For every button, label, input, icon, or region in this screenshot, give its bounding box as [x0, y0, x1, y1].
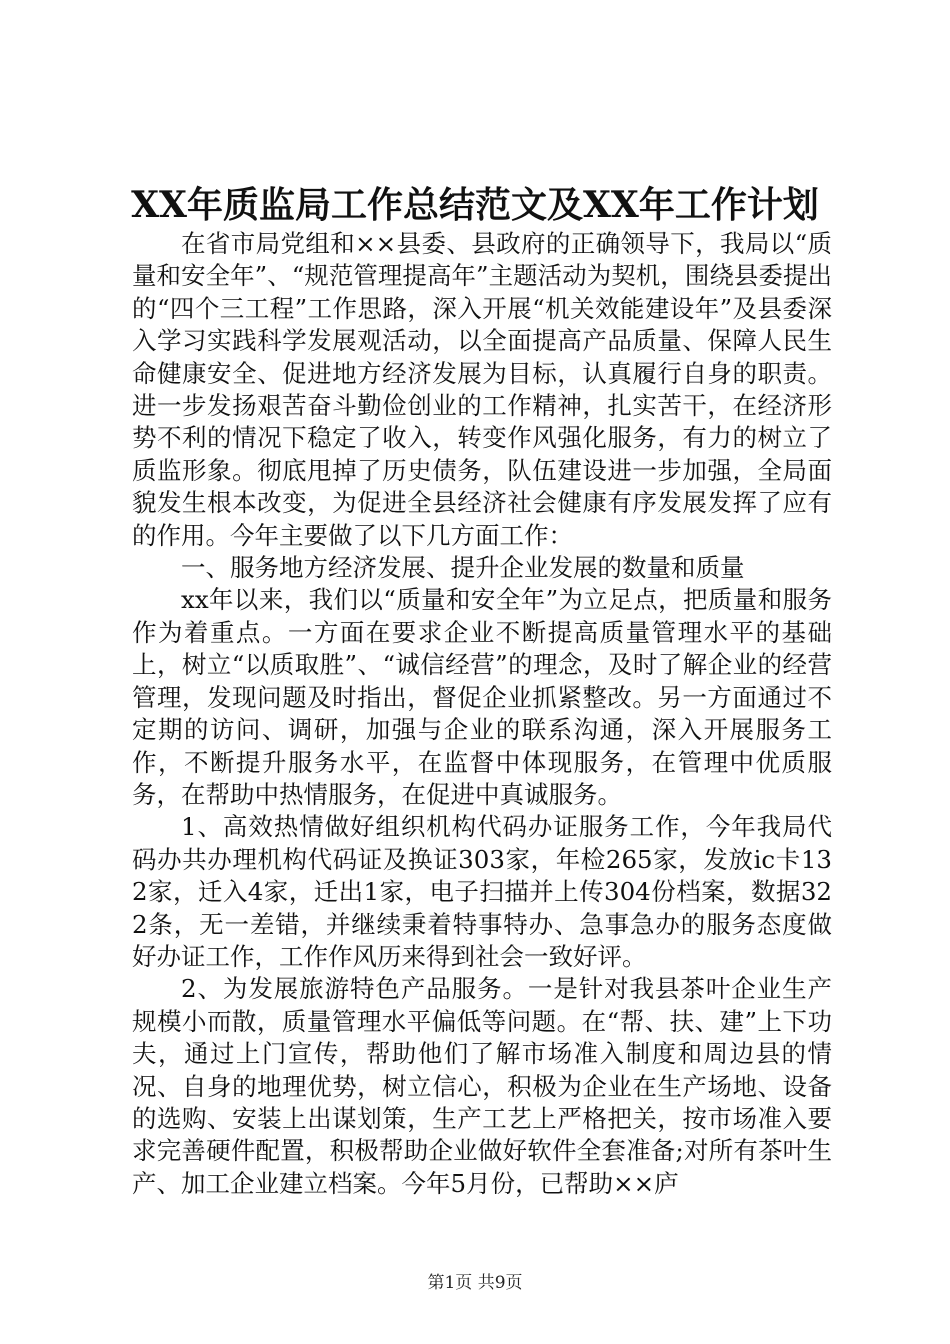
page-indicator: 第1页 共9页 [427, 1273, 523, 1293]
section-heading: 一、服务地方经济发展、提升企业发展的数量和质量 [181, 553, 745, 583]
paragraph-item-1: 1、高效热情做好组织机构代码办证服务工作，今年我局代码办共办理机构代码证及换证303家，年检265家，发放ic卡132家，迁入4家，迁出1家，电子扫描并上传304份档案，数据322条，无一差错，并继续秉着特事特办、急事急办的服务态度做好办证工作，工作作风历来得到社会一致好评。 [132, 812, 832, 971]
paragraph-item-2: 2、为发展旅游特色产品服务。一是针对我县茶叶企业生产规模小而散，质量管理水平偏低等问题。在“帮、扶、建”上下功夫，通过上门宣传，帮助他们了解市场准入制度和周边县的情况、自身的地理优势，树立信心，积极为企业在生产场地、设备的选购、安装上出谋划策，生产工艺上严格把关，按市场准入要求完善硬件配置，积极帮助企业做好软件全套准备;对所有茶叶生产、加工企业建立档案。今年5月份，已帮助××庐 [132, 974, 832, 1198]
document-title: XX年质监局工作总结范文及XX年工作计划 [131, 184, 819, 226]
paragraph-service: xx年以来，我们以“质量和安全年”为立足点，把质量和服务作为着重点。一方面在要求企业不断提高质量管理水平的基础上，树立“以质取胜”、“诚信经营”的理念，及时了解企业的经营管理，发现问题及时指出，督促企业抓紧整改。另一方面通过不定期的访问、调研，加强与企业的联系沟通，深入开展服务工作，不断提升服务水平，在监督中体现服务，在管理中优质服务，在帮助中热情服务，在促进中真诚服务。 [132, 585, 832, 809]
document-body [132, 228, 832, 1200]
paragraph-intro: 在省市局党组和××县委、县政府的正确领导下，我局以“质量和安全年”、“规范管理提高年”主题活动为契机，围绕县委提出的“四个三工程”工作思路，深入开展“机关效能建设年”及县委深入学习实践科学发展观活动，以全面提高产品质量、保障人民生命健康安全、促进地方经济发展为目标，认真履行自身的职责。进一步发扬艰苦奋斗勤俭创业的工作精神，扎实苦干，在经济形势不利的情况下稳定了收入，转变作风强化服务，有力的树立了质监形象。彻底甩掉了历史债务，队伍建设进一步加强，全局面貌发生根本改变，为促进全县经济社会健康有序发展发挥了应有的作用。今年主要做了以下几方面工作： [132, 229, 832, 550]
